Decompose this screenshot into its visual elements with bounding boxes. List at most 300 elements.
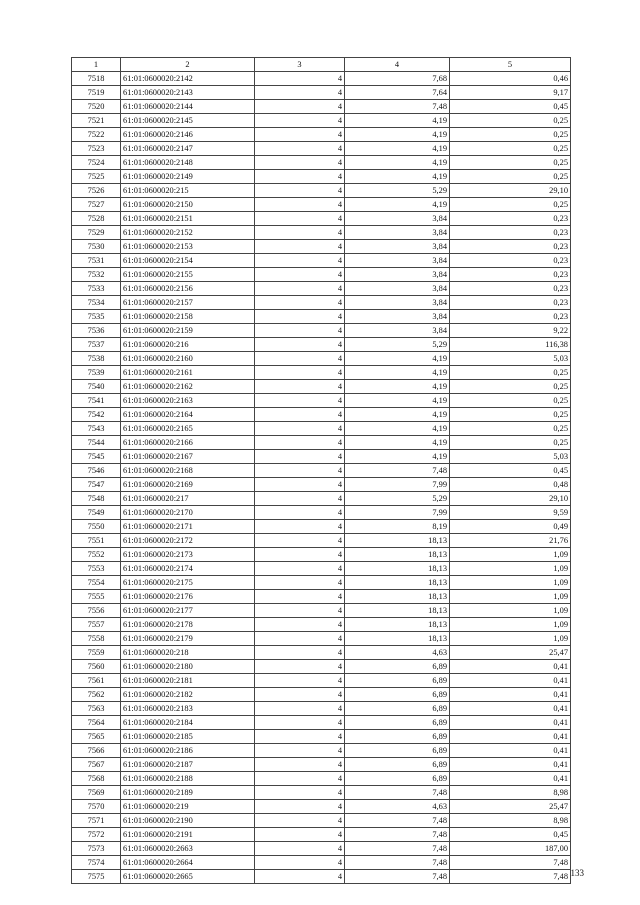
table-cell: 0,41 bbox=[450, 730, 571, 744]
table-cell: 5,29 bbox=[345, 492, 450, 506]
column-header-5: 5 bbox=[450, 58, 571, 72]
table-cell: 4 bbox=[255, 422, 345, 436]
column-header-3: 3 bbox=[255, 58, 345, 72]
table-cell: 0,25 bbox=[450, 422, 571, 436]
table-row bbox=[72, 114, 571, 128]
table-cell: 4,19 bbox=[345, 198, 450, 212]
table-cell: 7,68 bbox=[345, 72, 450, 86]
table-cell: 4,19 bbox=[345, 394, 450, 408]
table-cell: 6,89 bbox=[345, 674, 450, 688]
table-cell: 6,89 bbox=[345, 702, 450, 716]
table-row bbox=[72, 506, 571, 520]
table-cell: 61:01:0600020:2166 bbox=[121, 436, 255, 450]
table-cell: 4,19 bbox=[345, 142, 450, 156]
table-cell: 9,17 bbox=[450, 86, 571, 100]
table-cell: 4 bbox=[255, 800, 345, 814]
table-cell: 61:01:0600020:2167 bbox=[121, 450, 255, 464]
table-cell: 0,45 bbox=[450, 828, 571, 842]
table-cell: 4 bbox=[255, 576, 345, 590]
table-row bbox=[72, 394, 571, 408]
table-cell: 4 bbox=[255, 604, 345, 618]
table-cell: 7540 bbox=[72, 380, 121, 394]
table-cell: 7538 bbox=[72, 352, 121, 366]
table-cell: 7553 bbox=[72, 562, 121, 576]
table-cell: 4 bbox=[255, 786, 345, 800]
table-cell: 4 bbox=[255, 352, 345, 366]
table-cell: 0,41 bbox=[450, 674, 571, 688]
table-cell: 7519 bbox=[72, 86, 121, 100]
table-cell: 61:01:0600020:2174 bbox=[121, 562, 255, 576]
table-cell: 61:01:0600020:2143 bbox=[121, 86, 255, 100]
table-cell: 4 bbox=[255, 464, 345, 478]
table-cell: 5,29 bbox=[345, 338, 450, 352]
table-cell: 61:01:0600020:2164 bbox=[121, 408, 255, 422]
table-cell: 4,19 bbox=[345, 450, 450, 464]
table-row bbox=[72, 646, 571, 660]
table-cell: 1,09 bbox=[450, 562, 571, 576]
table-cell: 4 bbox=[255, 758, 345, 772]
table-cell: 1,09 bbox=[450, 590, 571, 604]
table-cell: 4 bbox=[255, 856, 345, 870]
table-cell: 0,41 bbox=[450, 716, 571, 730]
table-row bbox=[72, 814, 571, 828]
table-cell: 4 bbox=[255, 198, 345, 212]
table-row bbox=[72, 478, 571, 492]
table-row bbox=[72, 212, 571, 226]
table-row bbox=[72, 534, 571, 548]
table-cell: 0,25 bbox=[450, 198, 571, 212]
table-cell: 0,25 bbox=[450, 114, 571, 128]
table-cell: 61:01:0600020:2154 bbox=[121, 254, 255, 268]
table-cell: 4 bbox=[255, 730, 345, 744]
table-cell: 4 bbox=[255, 156, 345, 170]
table-row bbox=[72, 380, 571, 394]
table-row bbox=[72, 786, 571, 800]
table-cell: 4 bbox=[255, 114, 345, 128]
table-cell: 4 bbox=[255, 562, 345, 576]
table-row bbox=[72, 142, 571, 156]
table-cell: 8,98 bbox=[450, 814, 571, 828]
table-cell: 61:01:0600020:2153 bbox=[121, 240, 255, 254]
table-cell: 7573 bbox=[72, 842, 121, 856]
table-cell: 61:01:0600020:2151 bbox=[121, 212, 255, 226]
table-cell: 25,47 bbox=[450, 800, 571, 814]
table-cell: 4 bbox=[255, 688, 345, 702]
table-row bbox=[72, 100, 571, 114]
table-cell: 7557 bbox=[72, 618, 121, 632]
table-cell: 7,48 bbox=[345, 464, 450, 478]
table-cell: 18,13 bbox=[345, 590, 450, 604]
table-row bbox=[72, 730, 571, 744]
table-row bbox=[72, 548, 571, 562]
table-cell: 18,13 bbox=[345, 618, 450, 632]
table-cell: 61:01:0600020:2163 bbox=[121, 394, 255, 408]
table-cell: 61:01:0600020:2155 bbox=[121, 268, 255, 282]
table-cell: 7572 bbox=[72, 828, 121, 842]
table-cell: 5,29 bbox=[345, 184, 450, 198]
table-cell: 4 bbox=[255, 268, 345, 282]
table-cell: 4,19 bbox=[345, 352, 450, 366]
table-cell: 187,00 bbox=[450, 842, 571, 856]
table-cell: 7,99 bbox=[345, 478, 450, 492]
table-cell: 4 bbox=[255, 772, 345, 786]
table-cell: 61:01:0600020:2173 bbox=[121, 548, 255, 562]
table-cell: 0,41 bbox=[450, 744, 571, 758]
table-cell: 61:01:0600020:2182 bbox=[121, 688, 255, 702]
table-cell: 4 bbox=[255, 394, 345, 408]
table-cell: 7569 bbox=[72, 786, 121, 800]
table-cell: 4 bbox=[255, 450, 345, 464]
table-cell: 61:01:0600020:2665 bbox=[121, 870, 255, 884]
table-cell: 6,89 bbox=[345, 744, 450, 758]
table-cell: 61:01:0600020:2156 bbox=[121, 282, 255, 296]
table-cell: 61:01:0600020:2146 bbox=[121, 128, 255, 142]
table-cell: 61:01:0600020:2168 bbox=[121, 464, 255, 478]
table-cell: 7536 bbox=[72, 324, 121, 338]
table-cell: 61:01:0600020:2170 bbox=[121, 506, 255, 520]
table-cell: 18,13 bbox=[345, 548, 450, 562]
table-cell: 61:01:0600020:2171 bbox=[121, 520, 255, 534]
table-cell: 7,48 bbox=[345, 828, 450, 842]
table-cell: 4,19 bbox=[345, 436, 450, 450]
table-cell: 4,63 bbox=[345, 800, 450, 814]
table-cell: 7564 bbox=[72, 716, 121, 730]
table-cell: 4 bbox=[255, 310, 345, 324]
table-cell: 61:01:0600020:2187 bbox=[121, 758, 255, 772]
table-cell: 7,99 bbox=[345, 506, 450, 520]
table-row bbox=[72, 352, 571, 366]
table-row bbox=[72, 268, 571, 282]
table-cell: 8,98 bbox=[450, 786, 571, 800]
table-row bbox=[72, 254, 571, 268]
table-cell: 5,03 bbox=[450, 352, 571, 366]
table-cell: 7556 bbox=[72, 604, 121, 618]
table-cell: 4 bbox=[255, 548, 345, 562]
table-cell: 4 bbox=[255, 716, 345, 730]
table-cell: 4 bbox=[255, 100, 345, 114]
table-row bbox=[72, 716, 571, 730]
table-cell: 3,84 bbox=[345, 282, 450, 296]
table-row bbox=[72, 576, 571, 590]
page-number: 133 bbox=[570, 868, 584, 878]
table-cell: 5,03 bbox=[450, 450, 571, 464]
table-cell: 6,89 bbox=[345, 758, 450, 772]
table-cell: 7,48 bbox=[345, 856, 450, 870]
table-cell: 3,84 bbox=[345, 226, 450, 240]
table-cell: 61:01:0600020:2184 bbox=[121, 716, 255, 730]
table-cell: 7,48 bbox=[345, 870, 450, 884]
table-cell: 7562 bbox=[72, 688, 121, 702]
table-cell: 4 bbox=[255, 254, 345, 268]
table-cell: 3,84 bbox=[345, 296, 450, 310]
table-cell: 61:01:0600020:2185 bbox=[121, 730, 255, 744]
table-cell: 7525 bbox=[72, 170, 121, 184]
table-cell: 25,47 bbox=[450, 646, 571, 660]
table-row bbox=[72, 226, 571, 240]
table-cell: 61:01:0600020:2183 bbox=[121, 702, 255, 716]
table-cell: 0,41 bbox=[450, 660, 571, 674]
table-cell: 4 bbox=[255, 366, 345, 380]
table-cell: 7537 bbox=[72, 338, 121, 352]
table-row bbox=[72, 828, 571, 842]
table-cell: 4 bbox=[255, 170, 345, 184]
table-cell: 4 bbox=[255, 478, 345, 492]
table-row bbox=[72, 86, 571, 100]
table-cell: 4 bbox=[255, 870, 345, 884]
table-cell: 61:01:0600020:2157 bbox=[121, 296, 255, 310]
table-row bbox=[72, 604, 571, 618]
table-cell: 4 bbox=[255, 660, 345, 674]
table-cell: 7528 bbox=[72, 212, 121, 226]
table-cell: 4 bbox=[255, 506, 345, 520]
table-cell: 61:01:0600020:2161 bbox=[121, 366, 255, 380]
table-cell: 61:01:0600020:2160 bbox=[121, 352, 255, 366]
table-cell: 0,25 bbox=[450, 366, 571, 380]
table-cell: 4,19 bbox=[345, 380, 450, 394]
table-cell: 4 bbox=[255, 520, 345, 534]
table-row bbox=[72, 338, 571, 352]
table-cell: 7542 bbox=[72, 408, 121, 422]
table-cell: 4 bbox=[255, 296, 345, 310]
table-cell: 61:01:0600020:2180 bbox=[121, 660, 255, 674]
table-cell: 7530 bbox=[72, 240, 121, 254]
table-cell: 7,48 bbox=[345, 814, 450, 828]
table-cell: 0,23 bbox=[450, 226, 571, 240]
table-cell: 61:01:0600020:2186 bbox=[121, 744, 255, 758]
table-cell: 61:01:0600020:2172 bbox=[121, 534, 255, 548]
table-row bbox=[72, 72, 571, 86]
table-cell: 61:01:0600020:2148 bbox=[121, 156, 255, 170]
table-row bbox=[72, 520, 571, 534]
table-cell: 4 bbox=[255, 492, 345, 506]
table-cell: 3,84 bbox=[345, 212, 450, 226]
table-row bbox=[72, 156, 571, 170]
table-cell: 116,38 bbox=[450, 338, 571, 352]
table-cell: 18,13 bbox=[345, 632, 450, 646]
table-cell: 7523 bbox=[72, 142, 121, 156]
table-cell: 61:01:0600020:2144 bbox=[121, 100, 255, 114]
table-cell: 29,10 bbox=[450, 492, 571, 506]
table-cell: 7532 bbox=[72, 268, 121, 282]
table-cell: 7568 bbox=[72, 772, 121, 786]
table-cell: 0,46 bbox=[450, 72, 571, 86]
table-cell: 7,48 bbox=[450, 856, 571, 870]
table-row bbox=[72, 282, 571, 296]
table-cell: 0,25 bbox=[450, 128, 571, 142]
table-cell: 7,48 bbox=[345, 842, 450, 856]
table-cell: 21,76 bbox=[450, 534, 571, 548]
table-cell: 4,19 bbox=[345, 114, 450, 128]
table-cell: 0,25 bbox=[450, 156, 571, 170]
table-cell: 61:01:0600020:2142 bbox=[121, 72, 255, 86]
table-cell: 7555 bbox=[72, 590, 121, 604]
table-cell: 4 bbox=[255, 646, 345, 660]
table-row bbox=[72, 128, 571, 142]
table-cell: 7548 bbox=[72, 492, 121, 506]
table-row bbox=[72, 408, 571, 422]
table-cell: 18,13 bbox=[345, 562, 450, 576]
table-cell: 7566 bbox=[72, 744, 121, 758]
table-row bbox=[72, 870, 571, 884]
table-cell: 3,84 bbox=[345, 324, 450, 338]
table-row bbox=[72, 184, 571, 198]
table-cell: 7567 bbox=[72, 758, 121, 772]
table-cell: 7,48 bbox=[345, 100, 450, 114]
table-cell: 4 bbox=[255, 184, 345, 198]
table-cell: 61:01:0600020:216 bbox=[121, 338, 255, 352]
table-cell: 18,13 bbox=[345, 576, 450, 590]
table-cell: 7551 bbox=[72, 534, 121, 548]
table-cell: 61:01:0600020:2181 bbox=[121, 674, 255, 688]
table-cell: 61:01:0600020:2158 bbox=[121, 310, 255, 324]
table-row bbox=[72, 324, 571, 338]
table-cell: 4 bbox=[255, 142, 345, 156]
table-cell: 4 bbox=[255, 72, 345, 86]
table-cell: 7541 bbox=[72, 394, 121, 408]
table-cell: 61:01:0600020:2169 bbox=[121, 478, 255, 492]
table-row bbox=[72, 674, 571, 688]
column-header-2: 2 bbox=[121, 58, 255, 72]
table-cell: 7561 bbox=[72, 674, 121, 688]
table-cell: 4 bbox=[255, 618, 345, 632]
table-cell: 61:01:0600020:2663 bbox=[121, 842, 255, 856]
table-row bbox=[72, 450, 571, 464]
table-cell: 61:01:0600020:2178 bbox=[121, 618, 255, 632]
table-row bbox=[72, 632, 571, 646]
table-cell: 1,09 bbox=[450, 604, 571, 618]
table-cell: 4 bbox=[255, 338, 345, 352]
table-row bbox=[72, 618, 571, 632]
table-row bbox=[72, 310, 571, 324]
table-cell: 1,09 bbox=[450, 618, 571, 632]
table-cell: 3,84 bbox=[345, 240, 450, 254]
table-cell: 4,19 bbox=[345, 156, 450, 170]
table-cell: 61:01:0600020:2176 bbox=[121, 590, 255, 604]
table-cell: 0,41 bbox=[450, 772, 571, 786]
table-cell: 4 bbox=[255, 842, 345, 856]
table-cell: 61:01:0600020:2664 bbox=[121, 856, 255, 870]
table-cell: 7574 bbox=[72, 856, 121, 870]
table-cell: 4,19 bbox=[345, 170, 450, 184]
table-cell: 6,89 bbox=[345, 716, 450, 730]
table-cell: 7570 bbox=[72, 800, 121, 814]
table-cell: 7518 bbox=[72, 72, 121, 86]
table-row bbox=[72, 772, 571, 786]
table-cell: 6,89 bbox=[345, 772, 450, 786]
table-cell: 4 bbox=[255, 282, 345, 296]
table-row bbox=[72, 296, 571, 310]
table-cell: 0,23 bbox=[450, 282, 571, 296]
table-cell: 8,19 bbox=[345, 520, 450, 534]
table-cell: 4,63 bbox=[345, 646, 450, 660]
table-cell: 4,19 bbox=[345, 128, 450, 142]
table-row bbox=[72, 562, 571, 576]
table-cell: 4 bbox=[255, 744, 345, 758]
table-cell: 0,23 bbox=[450, 240, 571, 254]
table-body bbox=[72, 72, 571, 884]
table-cell: 61:01:0600020:2175 bbox=[121, 576, 255, 590]
table-row bbox=[72, 842, 571, 856]
table-cell: 61:01:0600020:2191 bbox=[121, 828, 255, 842]
table-cell: 7546 bbox=[72, 464, 121, 478]
table-cell: 7547 bbox=[72, 478, 121, 492]
table-cell: 7527 bbox=[72, 198, 121, 212]
table-cell: 61:01:0600020:2190 bbox=[121, 814, 255, 828]
table-cell: 0,25 bbox=[450, 436, 571, 450]
table-cell: 0,25 bbox=[450, 394, 571, 408]
table-cell: 4 bbox=[255, 408, 345, 422]
table-row bbox=[72, 744, 571, 758]
table-cell: 7539 bbox=[72, 366, 121, 380]
table-cell: 4,19 bbox=[345, 366, 450, 380]
table-cell: 7,48 bbox=[450, 870, 571, 884]
table-row bbox=[72, 856, 571, 870]
table-cell: 7554 bbox=[72, 576, 121, 590]
table-cell: 4,19 bbox=[345, 422, 450, 436]
table-row bbox=[72, 170, 571, 184]
table-cell: 61:01:0600020:2150 bbox=[121, 198, 255, 212]
table-cell: 4 bbox=[255, 590, 345, 604]
table-cell: 61:01:0600020:219 bbox=[121, 800, 255, 814]
table-cell: 61:01:0600020:2152 bbox=[121, 226, 255, 240]
table-cell: 4 bbox=[255, 380, 345, 394]
table-row bbox=[72, 366, 571, 380]
table-cell: 9,22 bbox=[450, 324, 571, 338]
table-cell: 61:01:0600020:215 bbox=[121, 184, 255, 198]
table-cell: 18,13 bbox=[345, 604, 450, 618]
table-row bbox=[72, 422, 571, 436]
table-cell: 0,25 bbox=[450, 408, 571, 422]
table-cell: 0,49 bbox=[450, 520, 571, 534]
table-cell: 7552 bbox=[72, 548, 121, 562]
table-cell: 7563 bbox=[72, 702, 121, 716]
table-cell: 7521 bbox=[72, 114, 121, 128]
table-cell: 7575 bbox=[72, 870, 121, 884]
table-cell: 4 bbox=[255, 534, 345, 548]
table-cell: 0,45 bbox=[450, 464, 571, 478]
table-row bbox=[72, 492, 571, 506]
table-cell: 61:01:0600020:2159 bbox=[121, 324, 255, 338]
table-cell: 7565 bbox=[72, 730, 121, 744]
table-cell: 7549 bbox=[72, 506, 121, 520]
table-cell: 4,19 bbox=[345, 408, 450, 422]
table-cell: 61:01:0600020:2149 bbox=[121, 170, 255, 184]
table-cell: 6,89 bbox=[345, 730, 450, 744]
column-header-1: 1 bbox=[72, 58, 121, 72]
table-cell: 6,89 bbox=[345, 660, 450, 674]
table-cell: 0,23 bbox=[450, 254, 571, 268]
table-cell: 0,23 bbox=[450, 310, 571, 324]
table-cell: 0,25 bbox=[450, 142, 571, 156]
table-cell: 4 bbox=[255, 436, 345, 450]
table-cell: 0,41 bbox=[450, 702, 571, 716]
table-cell: 7520 bbox=[72, 100, 121, 114]
table-row bbox=[72, 758, 571, 772]
table-cell: 3,84 bbox=[345, 310, 450, 324]
table-cell: 7560 bbox=[72, 660, 121, 674]
table-cell: 61:01:0600020:218 bbox=[121, 646, 255, 660]
table-cell: 4 bbox=[255, 128, 345, 142]
table-cell: 4 bbox=[255, 632, 345, 646]
table-cell: 7543 bbox=[72, 422, 121, 436]
table-cell: 7534 bbox=[72, 296, 121, 310]
table-cell: 7526 bbox=[72, 184, 121, 198]
table-cell: 4 bbox=[255, 828, 345, 842]
table-cell: 0,25 bbox=[450, 380, 571, 394]
table-cell: 1,09 bbox=[450, 632, 571, 646]
table-cell: 4 bbox=[255, 226, 345, 240]
table-cell: 3,84 bbox=[345, 268, 450, 282]
